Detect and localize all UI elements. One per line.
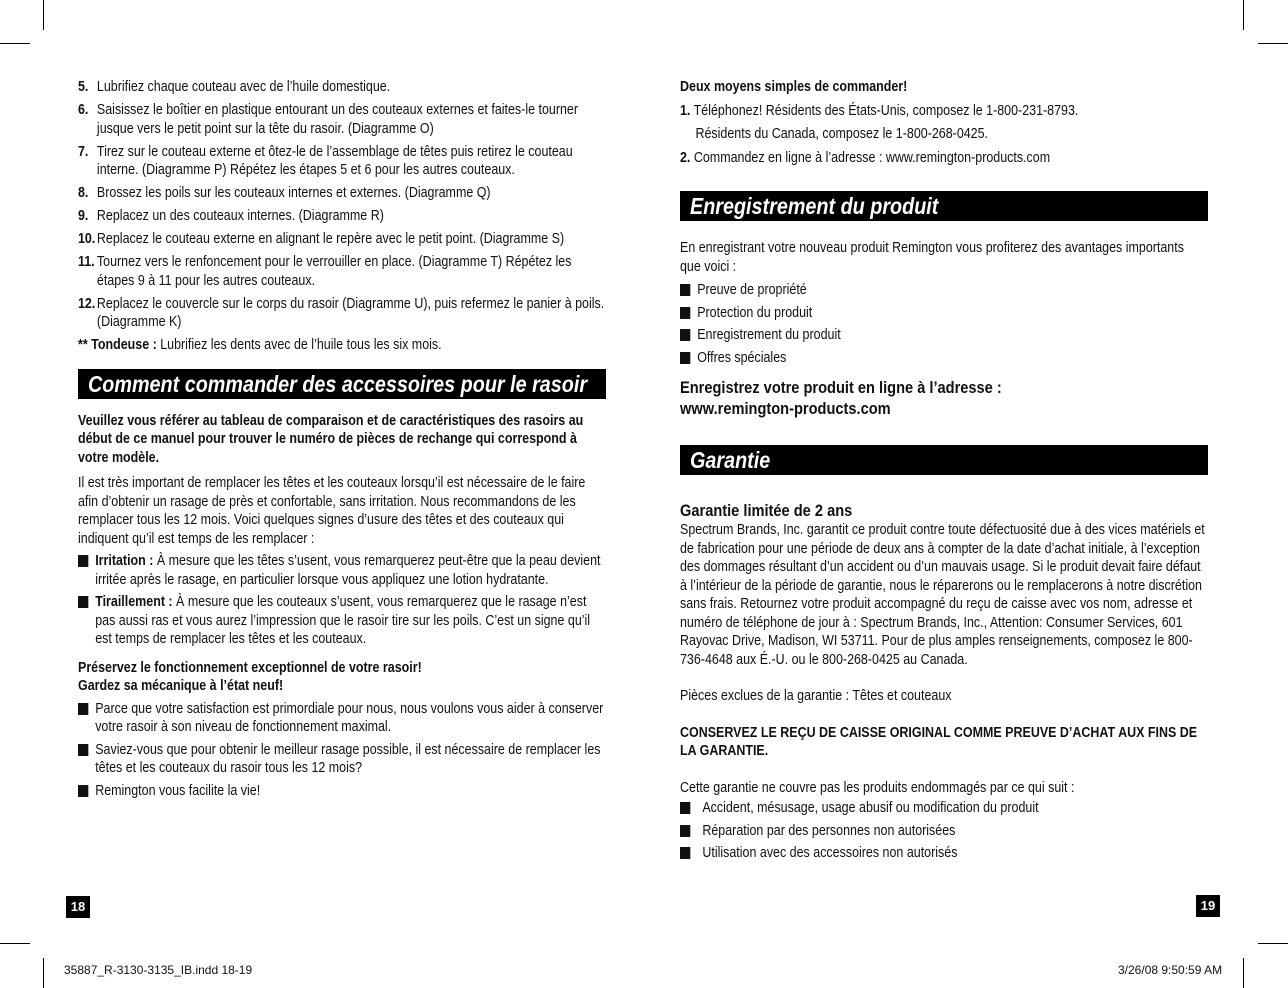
square-bullet-icon (680, 307, 690, 319)
register-online-line1: Enregistrez votre produit en ligne à l’adresse : (680, 378, 1002, 397)
page-number-left: 18 (66, 896, 90, 918)
square-bullet-icon (680, 352, 690, 364)
step-item: 10. Replacez le couteau externe en alignant le repère avec le petit point. (Diagramme S) (78, 231, 565, 247)
preserve-item: Saviez-vous que pour obtenir le meilleur rasage possible, il est nécessaire de remplacer les têtes et les couteaux du rasoir tous les 12 mois? (78, 741, 605, 778)
file-slug: 35887_R-3130-3135_IB.indd 18-19 (64, 963, 253, 977)
replacement-paragraph: Il est très important de remplacer les têtes et les couteaux lorsqu’il est nécessaire de le faire afin d’obtenir un rasage de près et confortable, sans irritation. Nous recommandons de les remplacer tous les 12 mois. Voici quelques signes d’usure des têtes et des couteaux qui indiquent qu’il est temps de les remplacer : (78, 475, 586, 547)
order-option-1b: Résidents du Canada, composez le 1-800-268-0425. (695, 126, 989, 142)
left-page (78, 78, 606, 804)
square-bullet-icon (680, 284, 690, 296)
preserve-item: Remington vous facilite la vie! (78, 782, 605, 801)
benefit-item: Protection du produit (680, 304, 1207, 323)
order-title: Deux moyens simples de commander! (680, 79, 908, 95)
crop-mark (1258, 43, 1288, 44)
square-bullet-icon (78, 555, 88, 567)
square-bullet-icon (78, 785, 88, 797)
not-covered-item: Réparation par des personnes non autorisées (680, 822, 1207, 841)
square-bullet-icon (680, 847, 690, 859)
crop-mark (0, 943, 30, 944)
warranty-content (680, 501, 1207, 863)
sign-item: Tiraillement : À mesure que les couteaux s’usent, vous remarquerez que le rasage n’est pas aussi ras et vous aurez l’impression que le rasoir tire sur les poils. C’est un signe qu’il est temps de remplacer les têtes et les couteaux. (78, 593, 605, 649)
warranty-subtitle: Garantie limitée de 2 ans (680, 501, 853, 520)
not-covered-intro: Cette garantie ne couvre pas les produits endommagés par ce qui suit : (680, 779, 1075, 796)
excluded-parts: Pièces exclues de la garantie : Têtes et couteaux (680, 688, 952, 704)
intro-bold: Veuillez vous référer au tableau de comparaison et de caractéristiques des rasoirs au début de ce manuel pour trouver le numéro de pièces de rechange qui correspond à votre modèle. (78, 412, 584, 466)
preserve-heading-2: Gardez sa mécanique à l’état neuf! (78, 678, 284, 694)
benefit-item: Preuve de propriété (680, 281, 1207, 300)
section-title-warranty: Garantie (680, 445, 1208, 475)
benefit-item: Offres spéciales (680, 349, 1207, 368)
order-section (680, 78, 1207, 167)
crop-mark (1258, 943, 1288, 944)
crop-mark (1243, 0, 1244, 30)
page-number-right: 19 (1196, 895, 1220, 917)
square-bullet-icon (680, 329, 690, 341)
registration-content (680, 239, 1207, 419)
warranty-paragraph: Spectrum Brands, Inc. garantit ce produit contre toute défectuosité due à des vices matériels et de fabrication pour une période de deux ans à compter de la date d’achat initiale, à l’exception des dommages résultant d’un accident ou d’un mauvais usage. Si le produit devait faire défaut à l’intérieur de la période de garantie, nous le réparerons ou le remplacerons à notre discrétion sans frais. Retournez votre produit accompagné du reçu de caisse avec vos nom, adresse et numéro de téléphone de jour à : Spectrum Brands, Inc., Attention: Consumer Services, 601 Rayovac Drive, Madison, WI 53711. Pour de plus amples renseignements, composez le 800-736-4648 aux É.-U. ou le 800-268-0425 au Canada. (680, 522, 1205, 668)
step-item: 6. Saisissez le boîtier en plastique entourant un des couteaux externes et faites-le tourner jusque vers le petit point sur la tête du rasoir. (Diagramme O) (78, 102, 578, 137)
square-bullet-icon (78, 703, 88, 715)
section-title-accessories: Comment commander des accessoires pour le rasoir (78, 369, 606, 399)
crop-mark (0, 43, 30, 44)
step-item: 9. Replacez un des couteaux internes. (Diagramme R) (78, 208, 384, 224)
not-covered-item: Accident, mésusage, usage abusif ou modification du produit (680, 799, 1207, 818)
not-covered-item: Utilisation avec des accessoires non autorisés (680, 844, 1207, 863)
step-item: 12. Replacez le couvercle sur le corps du rasoir (Diagramme U), puis refermez le panier à poils. (Diagramme K) (78, 295, 605, 330)
step-item: 11. Tournez vers le renfoncement pour le verrouiller en place. (Diagramme T) Répétez les étapes 9 à 11 pour les autres couteaux. (78, 254, 572, 289)
register-online-url: www.remington-products.com (680, 399, 891, 418)
keep-receipt-notice: CONSERVEZ LE REÇU DE CAISSE ORIGINAL COMME PREUVE D’ACHAT AUX FINS DE LA GARANTIE. (680, 724, 1198, 759)
square-bullet-icon (78, 744, 88, 756)
registration-intro: En enregistrant votre nouveau produit Remington vous profiterez des avantages importants que voici : (680, 240, 1184, 275)
square-bullet-icon (680, 825, 690, 837)
step-item: 8. Brossez les poils sur les couteaux internes et externes. (Diagramme Q) (78, 185, 491, 201)
square-bullet-icon (680, 802, 690, 814)
step-item: 5. Lubrifiez chaque couteau avec de l’huile domestique. (78, 79, 391, 95)
right-page (680, 78, 1208, 867)
tondeuse-note: ** Tondeuse : Lubrifiez les dents avec de l’huile tous les six mois. (78, 337, 442, 353)
crop-mark (43, 958, 44, 988)
accessories-content (78, 412, 605, 801)
sign-item: Irritation : À mesure que les têtes s’usent, vous remarquerez peut-être que la peau devient irritée après le rasage, en particulier lorsque vous appliquez une lotion hydratante. (78, 552, 605, 589)
order-option-2: 2. Commandez en ligne à l’adresse : www.remington-products.com (680, 149, 1051, 166)
step-item: 7. Tirez sur le couteau externe et ôtez-le de l’assemblage de têtes puis retirez le couteau interne. (Diagramme P) Répétez les étapes 5 et 6 pour les autres couteaux. (78, 143, 573, 178)
preserve-item: Parce que votre satisfaction est primordiale pour nous, nous voulons vous aider à conserver votre rasoir à son niveau de fonctionnement maximal. (78, 700, 605, 737)
cleaning-steps (78, 78, 605, 355)
order-option-1: 1. Téléphonez! Résidents des États-Unis, composez le 1-800-231-8793. (680, 102, 1079, 119)
crop-mark (1243, 958, 1244, 988)
date-slug: 3/26/08 9:50:59 AM (1118, 963, 1223, 977)
square-bullet-icon (78, 596, 88, 608)
benefit-item: Enregistrement du produit (680, 326, 1207, 345)
crop-mark (43, 0, 44, 30)
section-title-registration: Enregistrement du produit (680, 191, 1208, 221)
preserve-heading-1: Préservez le fonctionnement exceptionnel de votre rasoir! (78, 659, 422, 676)
